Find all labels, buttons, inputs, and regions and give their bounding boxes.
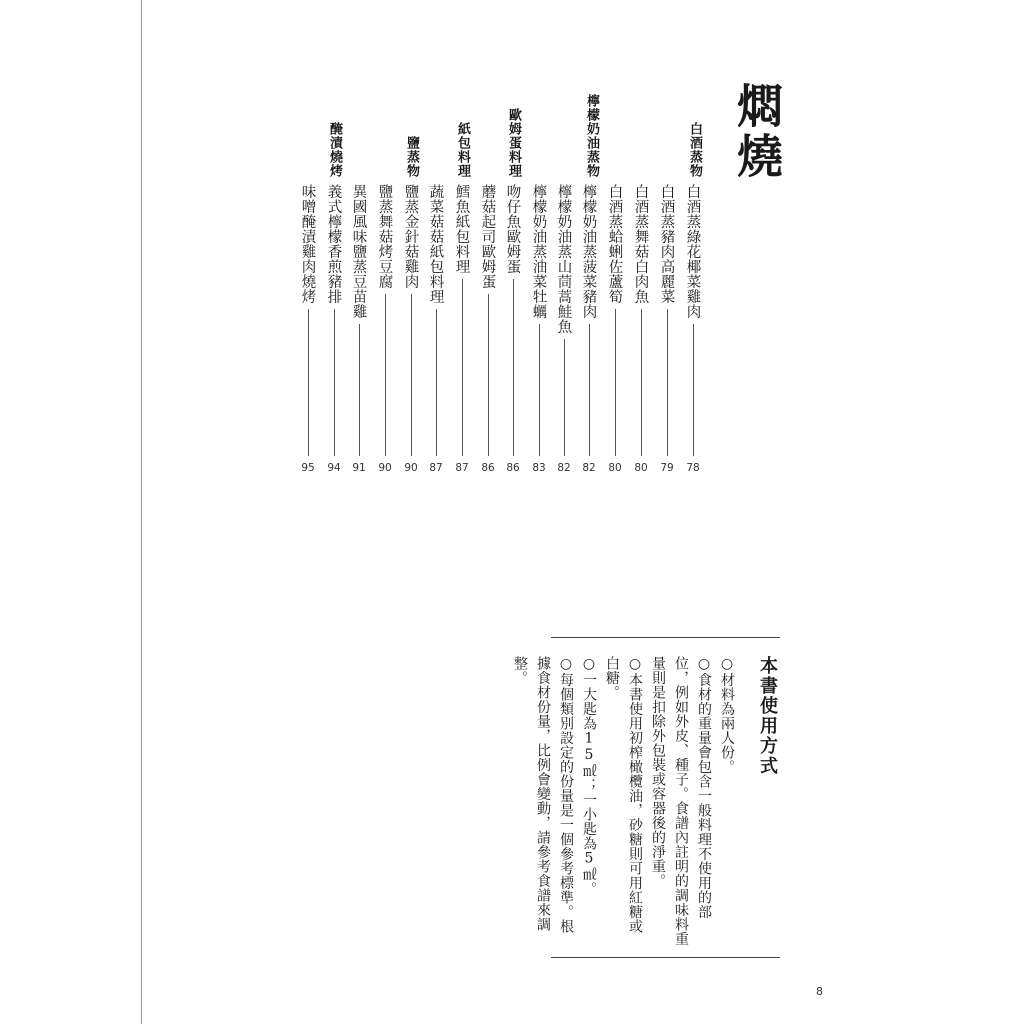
usage-box-top-rule [551, 637, 780, 638]
toc-entry-page: 79 [660, 462, 674, 474]
toc-entry-page: 94 [327, 462, 341, 474]
usage-note: ○本書使用初榨橄欖油，砂糖則可用紅糖或白糖。 [604, 656, 643, 934]
toc-entry-title: 檸檬奶油蒸山茼蒿鮭魚 [555, 184, 572, 334]
category-salt-steam: 鹽蒸物 [404, 136, 419, 178]
toc-entry[interactable] [554, 184, 574, 474]
usage-notes [512, 656, 738, 946]
category-white-wine-steam: 白酒蒸物 [687, 122, 702, 178]
toc-entry-page: 80 [608, 462, 622, 474]
toc-entry[interactable] [579, 184, 599, 474]
toc-entry-title: 檸檬奶油蒸油菜牡蠣 [530, 184, 547, 319]
toc-entry-title: 白酒蒸綠花椰菜雞肉 [684, 184, 701, 319]
toc-entry[interactable] [683, 184, 703, 474]
leader-line [641, 309, 642, 456]
toc-entry-page: 91 [352, 462, 366, 474]
page-number: 8 [816, 985, 823, 998]
usage-note: ○食材的重量會包含一般料理不使用的部位，例如外皮、種子。食譜內註明的調味料重量則是扣除外包裝或容器後的淨重。 [650, 656, 712, 946]
page-spine-line [141, 0, 142, 1024]
usage-note: ○材料為兩人份。 [719, 656, 735, 774]
toc-entry-title: 異國風味鹽蒸豆苗雞 [350, 184, 367, 319]
toc-entry-title: 鱈魚紙包料理 [453, 184, 470, 274]
toc-entry-page: 95 [301, 462, 315, 474]
toc-entry[interactable] [426, 184, 446, 474]
toc-entry[interactable] [503, 184, 523, 474]
toc-entry[interactable] [452, 184, 472, 474]
leader-line [667, 309, 668, 456]
toc-entry-page: 82 [557, 462, 571, 474]
toc-entry-page: 90 [404, 462, 418, 474]
toc-entry-title: 檸檬奶油蒸菠菜豬肉 [580, 184, 597, 319]
toc-entry[interactable] [657, 184, 677, 474]
category-marinade-grill: 醃漬燒烤 [327, 122, 342, 178]
leader-line [334, 309, 335, 456]
toc-entry-page: 78 [686, 462, 700, 474]
leader-line [385, 294, 386, 456]
leader-line [693, 324, 694, 456]
leader-line [436, 309, 437, 456]
toc-entry-page: 82 [582, 462, 596, 474]
usage-note: ○每個類別設定的份量是一個參考標準。根據食材份量，比例會變動，請參考食譜來調整。 [512, 656, 574, 934]
usage-note: ○一大匙為15㎖；一小匙為5㎖。 [581, 656, 597, 896]
toc-entry-title: 義式檸檬香煎豬排 [325, 184, 342, 304]
toc-entry-page: 83 [532, 462, 546, 474]
leader-line [589, 324, 590, 456]
toc-entry-page: 87 [455, 462, 469, 474]
toc-entry[interactable] [298, 184, 318, 474]
toc-entry[interactable] [324, 184, 344, 474]
toc-entry[interactable] [529, 184, 549, 474]
toc-entry-title: 鹽蒸金針菇雞肉 [402, 184, 419, 289]
toc-entry-title: 蘑菇起司歐姆蛋 [479, 184, 496, 289]
leader-line [564, 339, 565, 456]
category-parchment: 紙包料理 [455, 122, 470, 178]
toc-entry-title: 白酒蒸舞菇白肉魚 [632, 184, 649, 304]
leader-line [513, 279, 514, 456]
leader-line [615, 309, 616, 456]
toc-entry[interactable] [401, 184, 421, 474]
toc-entry[interactable] [605, 184, 625, 474]
toc-entry-page: 87 [429, 462, 443, 474]
toc-entry-title: 吻仔魚歐姆蛋 [504, 184, 521, 274]
leader-line [539, 324, 540, 456]
toc-entry-page: 86 [506, 462, 520, 474]
chapter-title: 燜燒 [730, 82, 784, 182]
toc-entry-title: 白酒蒸豬肉高麗菜 [658, 184, 675, 304]
toc-entry-page: 80 [634, 462, 648, 474]
toc-entry-page: 86 [481, 462, 495, 474]
category-lemon-butter-steam: 檸檬奶油蒸物 [584, 94, 599, 178]
usage-heading: 本書使用方式 [757, 656, 778, 776]
leader-line [462, 279, 463, 456]
toc-entry-title: 白酒蒸蛤蜊佐蘆筍 [606, 184, 623, 304]
toc-entry[interactable] [349, 184, 369, 474]
toc-entry[interactable] [478, 184, 498, 474]
toc-entry-title: 鹽蒸舞菇烤豆腐 [376, 184, 393, 289]
leader-line [308, 309, 309, 456]
leader-line [359, 324, 360, 456]
toc-entry[interactable] [375, 184, 395, 474]
usage-box-bottom-rule [551, 957, 780, 958]
toc-entry-title: 蔬菜菇菇紙包料理 [427, 184, 444, 304]
leader-line [411, 294, 412, 456]
toc-entry-title: 味噌醃漬雞肉燒烤 [299, 184, 316, 304]
toc-entry-page: 90 [378, 462, 392, 474]
toc-entry[interactable] [631, 184, 651, 474]
category-omelette: 歐姆蛋料理 [506, 108, 521, 178]
leader-line [488, 294, 489, 456]
